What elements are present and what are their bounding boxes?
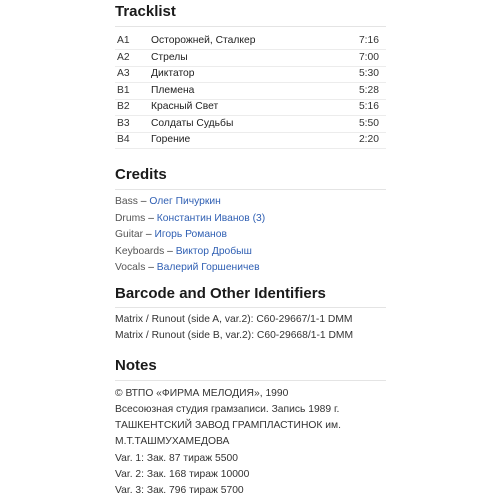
tracklist-heading: Tracklist xyxy=(115,3,176,20)
track-position: B2 xyxy=(117,101,130,112)
track-title: Осторожней, Сталкер xyxy=(151,35,256,46)
credit-role: Drums xyxy=(115,213,146,224)
notes-line: ТАШКЕНТСКИЙ ЗАВОД ГРАМПЛАСТИНОК им. xyxy=(115,420,341,431)
credit-artist-link[interactable]: Игорь Романов xyxy=(154,229,227,240)
track-row xyxy=(115,116,386,133)
track-title: Красный Свет xyxy=(151,101,219,112)
track-duration: 5:30 xyxy=(358,68,379,79)
track-position: B3 xyxy=(117,118,130,129)
credit-separator: – xyxy=(145,213,157,224)
notes-line: Var. 2: Зак. 168 тираж 10000 xyxy=(115,469,250,480)
credit-item xyxy=(115,211,265,228)
divider xyxy=(115,307,386,308)
notes-line: Var. 1: Зак. 87 тираж 5500 xyxy=(115,453,238,464)
credit-item xyxy=(115,194,221,211)
divider xyxy=(115,380,386,381)
credit-artist-link[interactable]: Валерий Горшеничев xyxy=(156,262,260,273)
track-duration: 7:16 xyxy=(358,35,379,46)
notes-line: М.Т.ТАШМУХАМЕДОВА xyxy=(115,436,230,447)
track-duration: 7:00 xyxy=(358,52,379,63)
track-title: Племена xyxy=(151,85,195,96)
track-row xyxy=(115,50,386,67)
identifier-item: Matrix / Runout (side A, var.2): C60-29667/1-1 DMM xyxy=(115,314,353,325)
track-position: A3 xyxy=(117,68,130,79)
track-title: Диктатор xyxy=(151,68,195,79)
identifier-item: Matrix / Runout (side B, var.2): C60-29668/1-1 DMM xyxy=(115,330,354,341)
track-position: B1 xyxy=(117,85,130,96)
track-row xyxy=(115,33,386,50)
credit-role: Guitar xyxy=(115,229,144,240)
credit-separator: – xyxy=(143,229,155,240)
notes-line: Var. 3: Зак. 796 тираж 5700 xyxy=(115,485,244,496)
track-position: A2 xyxy=(117,52,130,63)
credit-artist-link[interactable]: Константин Иванов (3) xyxy=(156,213,266,224)
track-position: B4 xyxy=(117,134,130,145)
track-duration: 5:16 xyxy=(358,101,379,112)
credit-separator: – xyxy=(164,246,176,257)
track-row xyxy=(115,132,386,149)
credit-artist-link[interactable]: Олег Пичуркин xyxy=(149,196,221,207)
track-row xyxy=(115,83,386,100)
notes-line: © ВТПО «ФИРМА МЕЛОДИЯ», 1990 xyxy=(115,388,289,399)
notes-line: Всесоюзная студия грамзаписи. Запись 1989 г. xyxy=(115,404,340,415)
track-duration: 5:28 xyxy=(358,85,379,96)
credits-heading: Credits xyxy=(115,166,167,183)
identifiers-heading: Barcode and Other Identifiers xyxy=(115,285,326,302)
credit-separator: – xyxy=(145,262,157,273)
track-row xyxy=(115,99,386,116)
track-title: Горение xyxy=(151,134,191,145)
notes-heading: Notes xyxy=(115,357,157,374)
credit-separator: – xyxy=(137,196,150,207)
credit-role: Keyboards xyxy=(115,246,165,257)
track-title: Солдаты Судьбы xyxy=(151,118,234,129)
divider xyxy=(115,26,386,27)
credit-role: Bass xyxy=(115,196,138,207)
divider xyxy=(115,189,386,190)
track-duration: 2:20 xyxy=(358,134,379,145)
credit-role: Vocals xyxy=(115,262,146,273)
credit-item xyxy=(115,227,227,244)
credit-artist-link[interactable]: Виктор Дробыш xyxy=(175,246,252,257)
credit-item xyxy=(115,260,260,277)
track-position: A1 xyxy=(117,35,130,46)
track-duration: 5:50 xyxy=(358,118,379,129)
track-row xyxy=(115,66,386,83)
track-title: Стрелы xyxy=(151,52,188,63)
credit-item xyxy=(115,244,252,261)
